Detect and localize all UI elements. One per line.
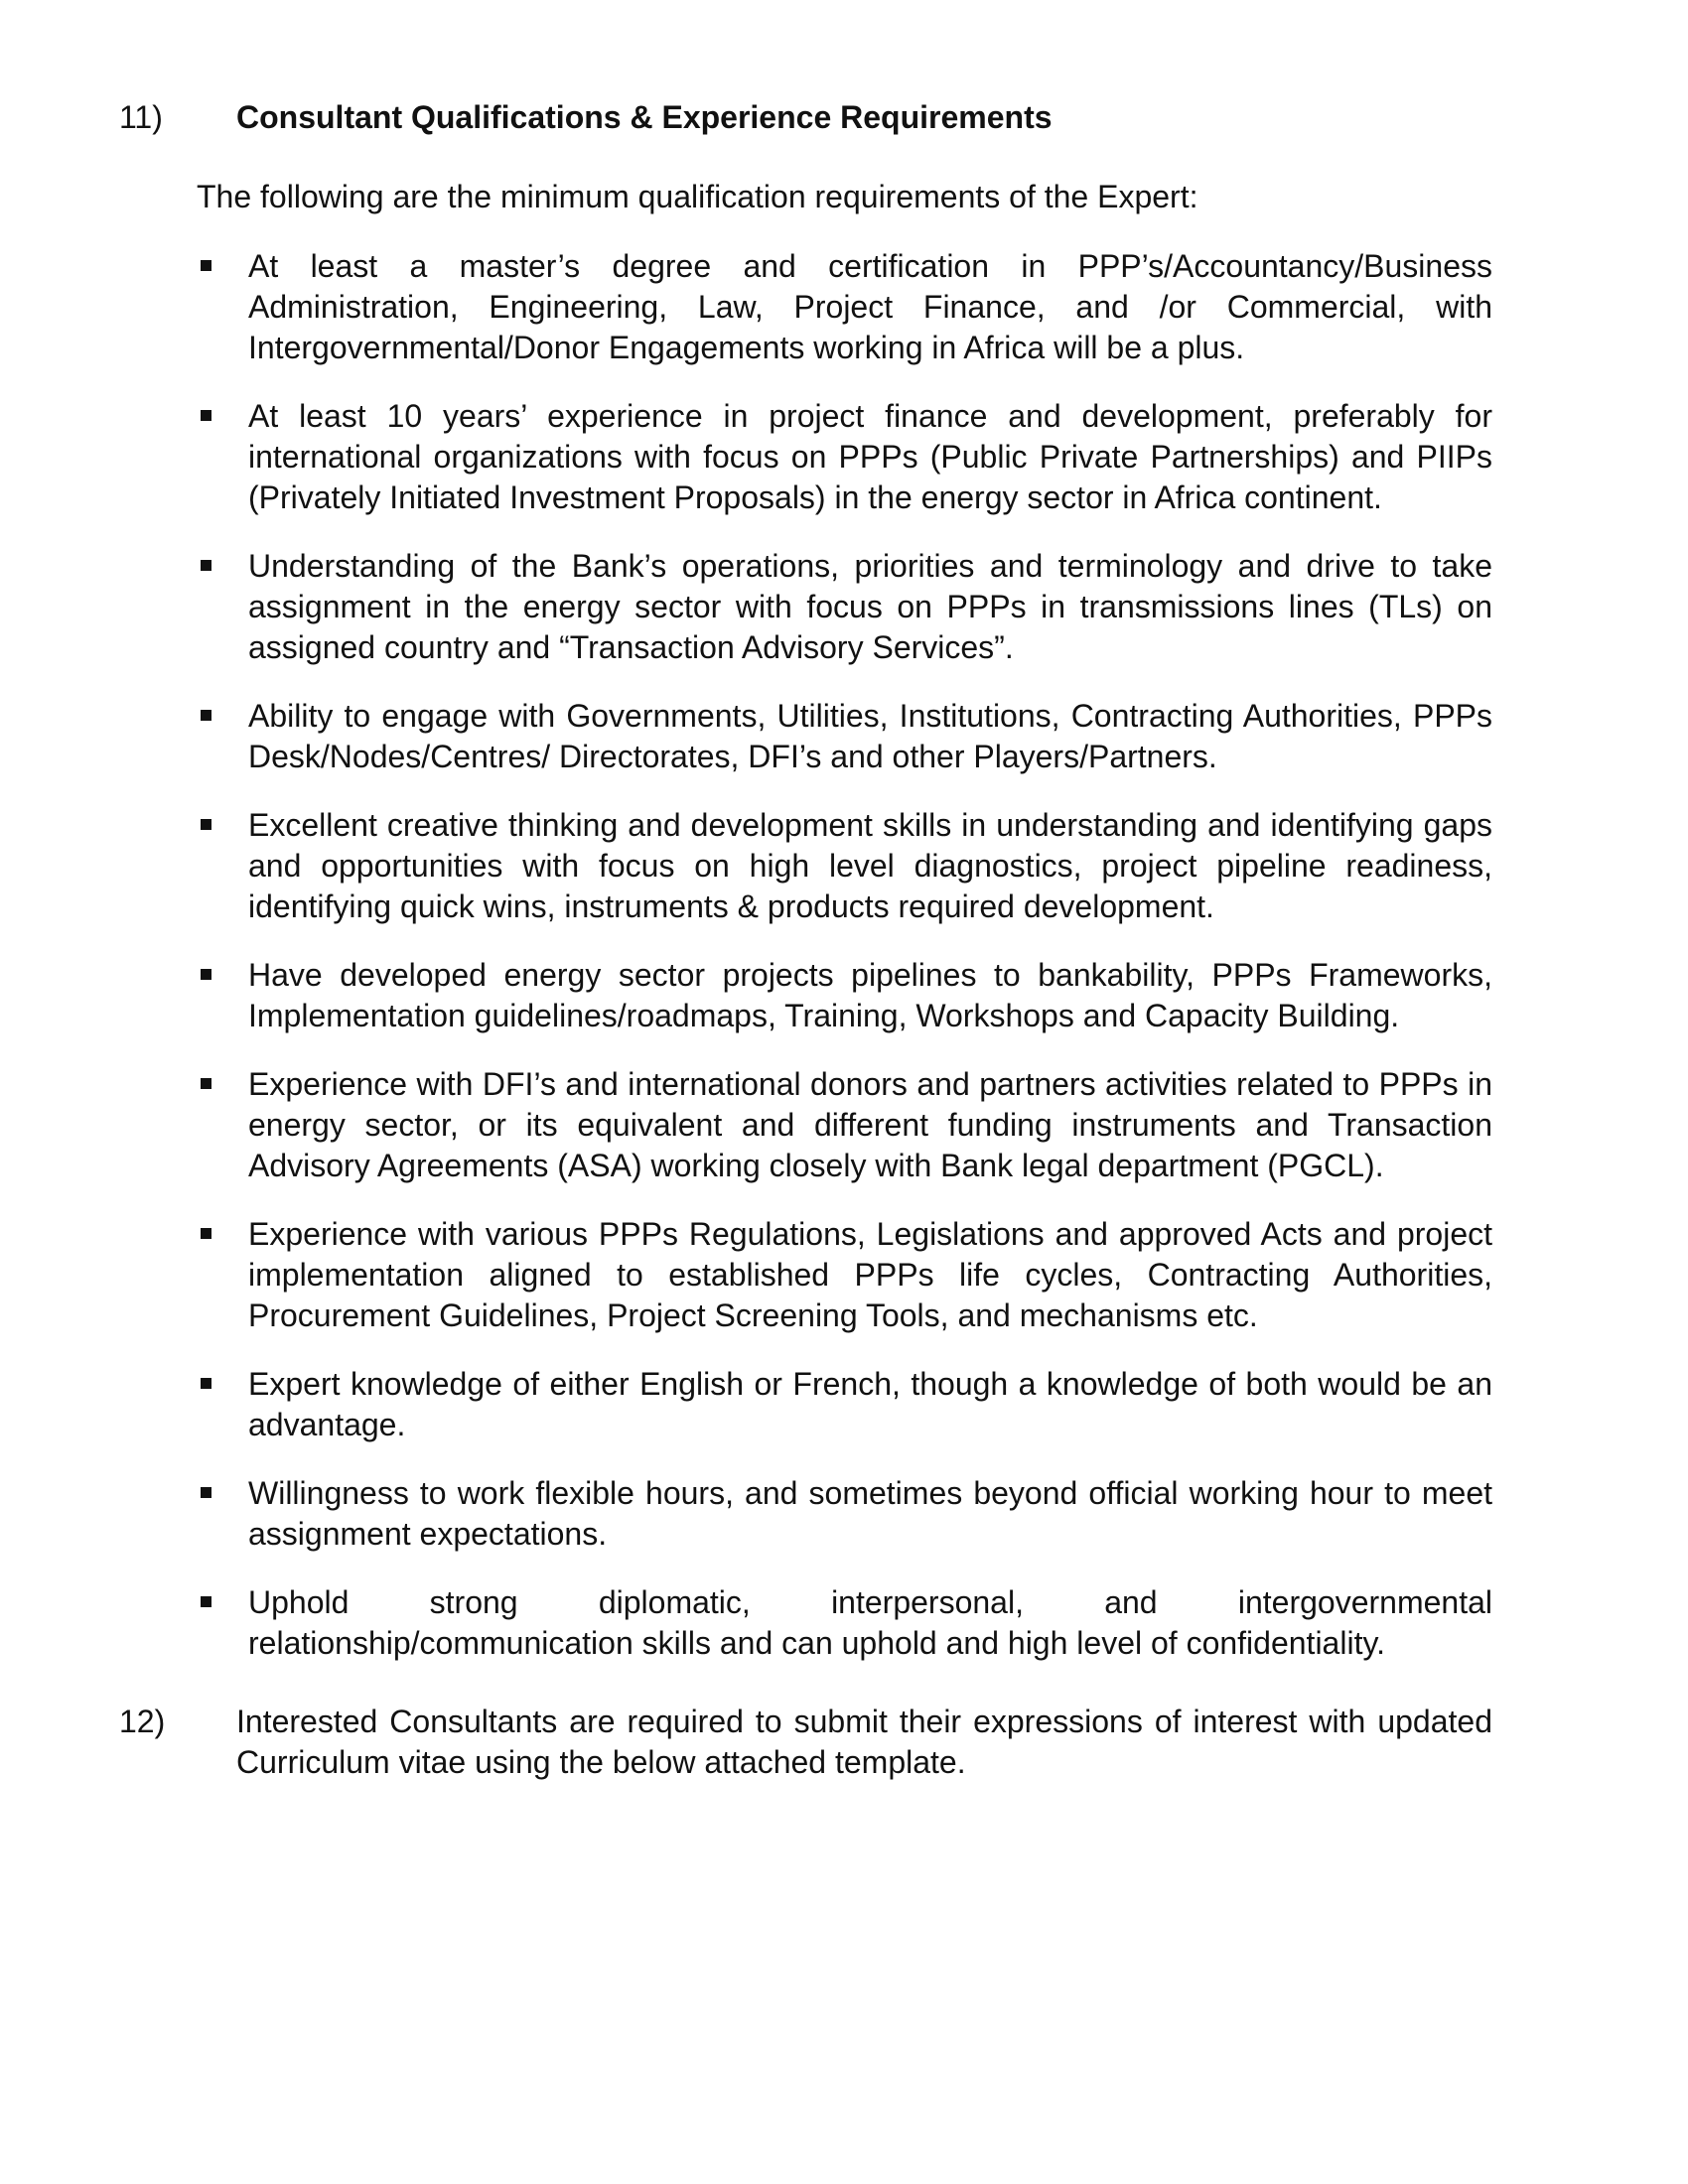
list-item-text: Experience with various PPPs Regulations, Legislations and approved Acts and project implementation aligned to established PPPs life cycles, Contracting Authorities, Procurement Guidelines, Project Screening Tools, and mechanisms etc. (248, 1216, 1492, 1333)
list-item (0, 396, 1688, 518)
list-item (0, 1064, 1688, 1186)
list-item (0, 955, 1688, 1036)
square-bullet-icon (201, 1596, 211, 1607)
square-bullet-icon (201, 1078, 211, 1089)
list-item-text: Willingness to work flexible hours, and sometimes beyond official working hour to meet assignment expectations. (248, 1475, 1492, 1552)
square-bullet-icon (201, 260, 211, 271)
list-item-text: Have developed energy sector projects pipelines to bankability, PPPs Frameworks, Implementation guidelines/roadmaps, Training, Workshops and Capacity Building. (248, 957, 1492, 1033)
section-number: 11) (119, 99, 163, 135)
list-item-text: Experience with DFI’s and international donors and partners activities related to PPPs in energy sector, or its equivalent and different funding instruments and Transaction Advisory Agreements (ASA) working closely with Bank legal department (PGCL). (248, 1066, 1492, 1183)
section-number: 12) (119, 1704, 166, 1739)
square-bullet-icon (201, 1487, 211, 1498)
list-item (0, 696, 1688, 777)
section-heading: Consultant Qualifications & Experience Requirements (236, 99, 1053, 135)
square-bullet-icon (201, 710, 211, 721)
list-item-text: Excellent creative thinking and development skills in understanding and identifying gaps and opportunities with focus on high level diagnostics, project pipeline readiness, identifying quick wins, instruments & products required development. (248, 807, 1492, 924)
list-item (0, 1214, 1688, 1336)
list-item-text: At least a master’s degree and certification in PPP’s/Accountancy/Business Administration, Engineering, Law, Project Finance, and /or Commercial, with Intergovernmental/Donor Engagements working in Africa will be a plus. (248, 248, 1492, 365)
list-item (0, 1364, 1688, 1445)
square-bullet-icon (201, 969, 211, 980)
list-item-text: At least 10 years’ experience in project finance and development, preferably for international organizations with focus on PPPs (Public Private Partnerships) and PIIPs (Privately Initiated Investment Proposals) in the energy sector in Africa continent. (248, 398, 1492, 515)
list-item (0, 1582, 1688, 1664)
square-bullet-icon (201, 1228, 211, 1239)
intro-paragraph: The following are the minimum qualification requirements of the Expert: (197, 179, 1198, 214)
requirements-list (0, 246, 1688, 1692)
list-item-text: Ability to engage with Governments, Utilities, Institutions, Contracting Authorities, PPPs Desk/Nodes/Centres/ Directorates, DFI’s and other Players/Partners. (248, 698, 1492, 774)
list-item (0, 246, 1688, 368)
square-bullet-icon (201, 560, 211, 571)
list-item-text: Uphold strong diplomatic, interpersonal, and intergovernmental relationship/communication skills and can uphold and high level of confidentiality. (248, 1584, 1492, 1661)
section-12-paragraph: Interested Consultants are required to submit their expressions of interest with updated Curriculum vitae using the below attached template. (236, 1704, 1492, 1780)
list-item-text: Expert knowledge of either English or French, though a knowledge of both would be an advantage. (248, 1366, 1492, 1442)
square-bullet-icon (201, 410, 211, 421)
square-bullet-icon (201, 819, 211, 830)
list-item-text: Understanding of the Bank’s operations, priorities and terminology and drive to take assignment in the energy sector with focus on PPPs in transmissions lines (TLs) on assigned country and “Transaction Advisory Services”. (248, 548, 1492, 665)
list-item (0, 805, 1688, 927)
list-item (0, 1473, 1688, 1555)
list-item (0, 546, 1688, 668)
square-bullet-icon (201, 1378, 211, 1389)
